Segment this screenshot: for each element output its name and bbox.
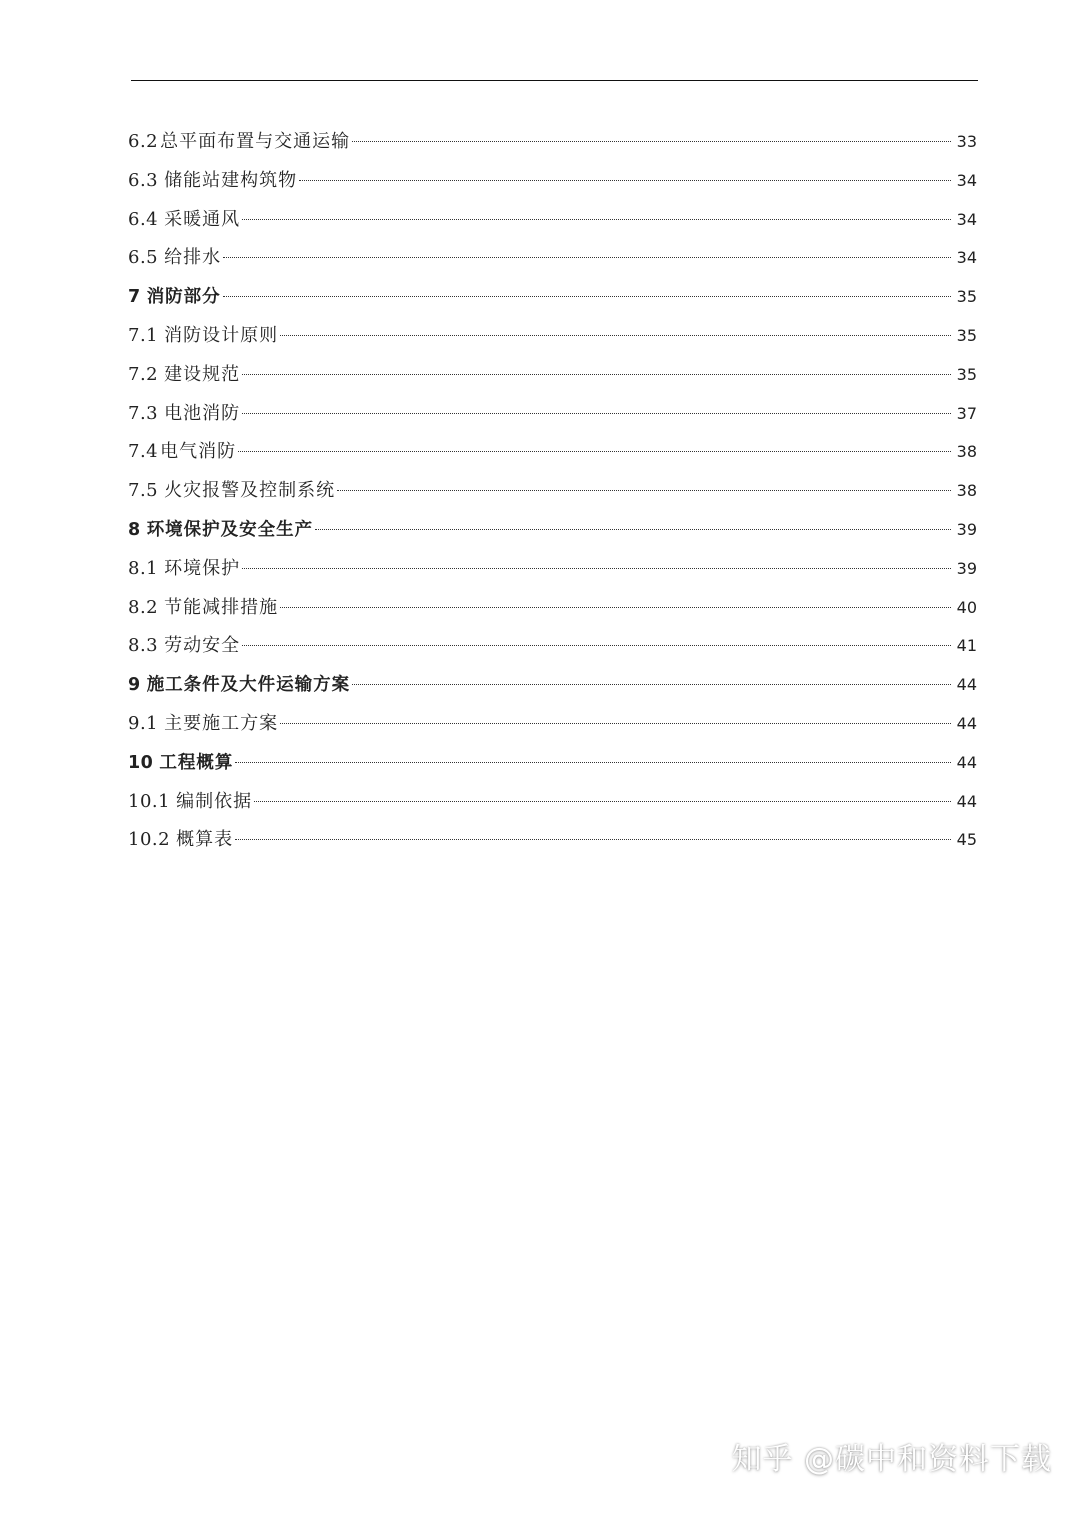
- toc-entry-number: 8: [128, 519, 141, 540]
- toc-entry-title: 给排水: [164, 247, 222, 269]
- toc-entry-page: 38: [956, 442, 977, 462]
- toc-entry-title: 工程概算: [159, 752, 234, 773]
- toc-entry-title: 火灾报警及控制系统: [164, 480, 336, 502]
- toc-dot-leader: [238, 451, 951, 452]
- toc-entry-title: 建设规范: [164, 363, 241, 385]
- toc-entry-number: 8.3: [128, 635, 159, 657]
- toc-entry-title: 环境保护: [164, 557, 241, 579]
- toc-entry-page: 45: [956, 830, 977, 850]
- toc-dot-leader: [280, 335, 951, 336]
- toc-entry-page: 37: [956, 403, 977, 423]
- toc-dot-leader: [242, 413, 951, 414]
- toc-entry-page: 44: [956, 752, 977, 772]
- toc-entry-page: 34: [956, 170, 977, 190]
- toc-entry[interactable]: [128, 821, 977, 860]
- table-of-contents: [128, 123, 977, 860]
- toc-entry-page: 33: [956, 132, 977, 151]
- toc-entry[interactable]: [128, 317, 977, 356]
- toc-dot-leader: [235, 762, 951, 763]
- toc-entry-number: 7.1: [128, 324, 159, 346]
- toc-entry-title: 消防设计原则: [164, 324, 279, 346]
- toc-entry-number: 8.1: [128, 557, 159, 579]
- toc-dot-leader: [242, 645, 951, 646]
- toc-entry-page: 35: [956, 325, 977, 345]
- toc-entry-title: 电池消防: [164, 402, 241, 424]
- toc-entry[interactable]: [128, 744, 977, 783]
- toc-dot-leader: [352, 684, 951, 685]
- toc-entry[interactable]: [128, 783, 977, 822]
- toc-entry-title: 总平面布置与交通运输: [160, 131, 351, 152]
- toc-entry-number: 7.3: [128, 402, 159, 424]
- toc-entry[interactable]: [128, 395, 977, 434]
- toc-entry[interactable]: [128, 511, 977, 550]
- toc-dot-leader: [337, 490, 951, 491]
- toc-entry-page: 39: [956, 519, 977, 539]
- toc-dot-leader: [223, 296, 951, 297]
- toc-entry[interactable]: [128, 472, 977, 511]
- toc-entry-title: 编制依据: [176, 790, 253, 812]
- toc-entry-title: 环境保护及安全生产: [146, 519, 314, 540]
- toc-entry-number: 7.4: [128, 441, 159, 463]
- toc-entry[interactable]: [128, 550, 977, 589]
- toc-dot-leader: [223, 257, 951, 258]
- toc-dot-leader: [242, 568, 951, 569]
- toc-entry-title: 概算表: [176, 829, 234, 851]
- toc-entry-title: 电气消防: [160, 441, 237, 463]
- toc-entry-title: 劳动安全: [164, 635, 241, 657]
- toc-dot-leader: [299, 180, 951, 181]
- toc-entry[interactable]: [128, 123, 977, 162]
- toc-dot-leader: [352, 141, 951, 142]
- toc-dot-leader: [254, 801, 951, 802]
- toc-entry-page: 40: [956, 597, 977, 617]
- toc-dot-leader: [235, 839, 951, 840]
- toc-dot-leader: [280, 607, 951, 608]
- toc-entry-page: 41: [956, 636, 977, 656]
- toc-entry-title: 施工条件及大件运输方案: [146, 675, 351, 696]
- toc-entry-title: 消防部分: [146, 287, 221, 308]
- toc-entry-number: 6.2: [128, 131, 159, 152]
- toc-entry-number: 10: [128, 752, 154, 773]
- toc-entry-number: 6.5: [128, 247, 159, 269]
- toc-entry-title: 主要施工方案: [164, 712, 279, 734]
- toc-entry[interactable]: [128, 356, 977, 395]
- toc-entry-page: 34: [956, 209, 977, 229]
- toc-entry-number: 9.1: [128, 712, 159, 734]
- toc-entry-page: 38: [956, 481, 977, 501]
- toc-entry-page: 34: [956, 248, 977, 268]
- toc-dot-leader: [280, 723, 951, 724]
- toc-entry[interactable]: [128, 433, 977, 472]
- toc-entry[interactable]: [128, 666, 977, 705]
- toc-entry[interactable]: [128, 201, 977, 240]
- toc-entry-number: 9: [128, 675, 141, 696]
- toc-entry[interactable]: [128, 705, 977, 744]
- toc-entry-page: 44: [956, 675, 977, 695]
- toc-entry-title: 储能站建构筑物: [164, 169, 298, 191]
- toc-entry[interactable]: [128, 589, 977, 628]
- toc-entry-number: 10.1: [128, 790, 171, 812]
- toc-entry[interactable]: [128, 627, 977, 666]
- toc-entry-page: 39: [956, 558, 977, 578]
- toc-dot-leader: [315, 529, 951, 530]
- header-rule: [131, 80, 978, 81]
- toc-entry-number: 7: [128, 287, 141, 308]
- toc-entry[interactable]: [128, 278, 977, 317]
- toc-entry-page: 44: [956, 791, 977, 811]
- toc-entry-number: 7.2: [128, 363, 159, 385]
- toc-entry-page: 35: [956, 364, 977, 384]
- toc-entry-number: 8.2: [128, 596, 159, 618]
- toc-entry-number: 6.3: [128, 169, 159, 191]
- watermark: 知乎 @碳中和资料下载: [731, 1442, 1052, 1477]
- toc-dot-leader: [242, 374, 951, 375]
- toc-entry[interactable]: [128, 162, 977, 201]
- toc-entry-title: 节能减排措施: [164, 596, 279, 618]
- toc-entry-page: 35: [956, 287, 977, 307]
- toc-dot-leader: [242, 219, 951, 220]
- toc-entry[interactable]: [128, 239, 977, 278]
- toc-entry-number: 10.2: [128, 829, 171, 851]
- toc-entry-page: 44: [956, 713, 977, 733]
- toc-entry-number: 7.5: [128, 480, 159, 502]
- toc-entry-number: 6.4: [128, 208, 159, 230]
- toc-entry-title: 采暖通风: [164, 208, 241, 230]
